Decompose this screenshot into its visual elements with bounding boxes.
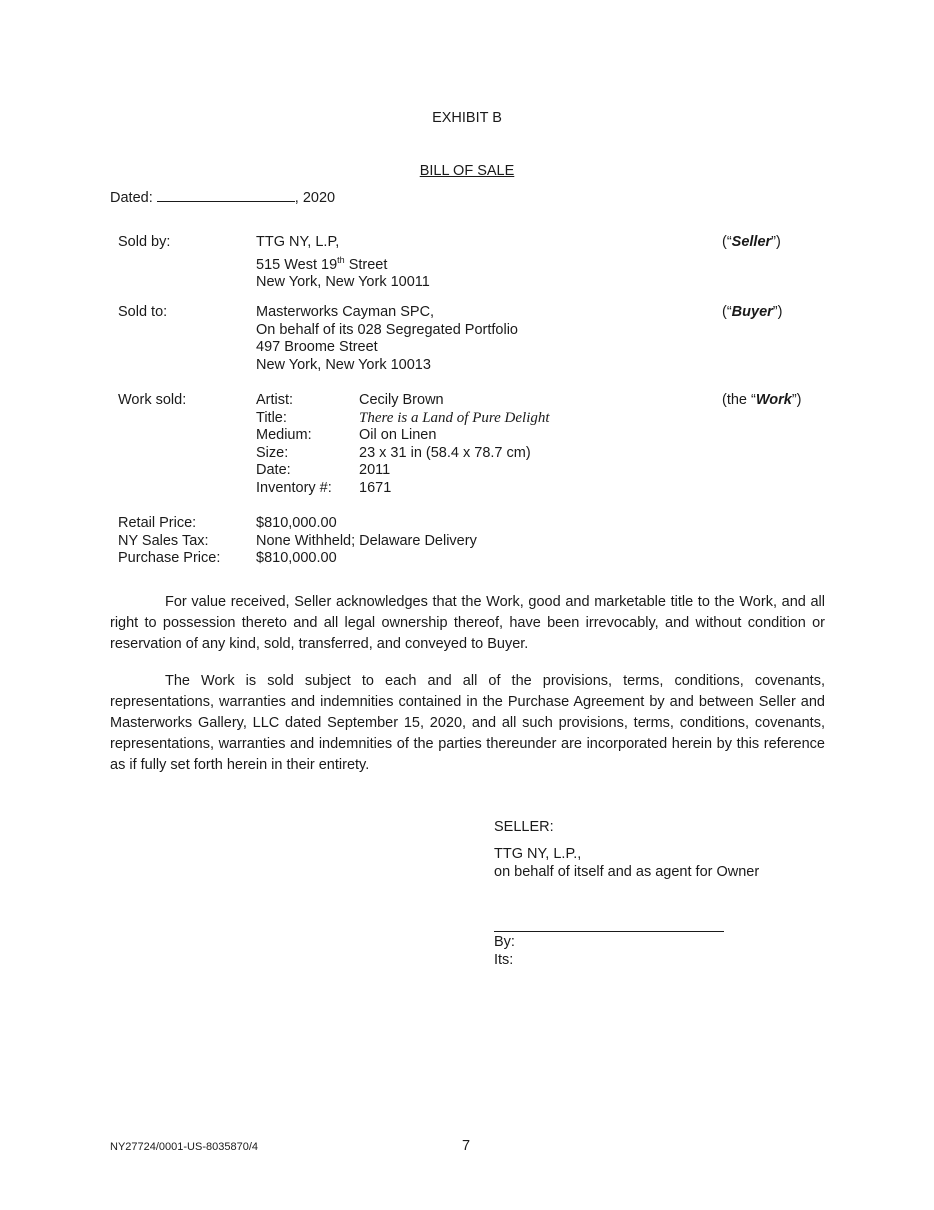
work-detail-row: Date: 2011: [256, 462, 391, 478]
signature-entity: TTG NY, L.P., on behalf of itself and as agent for Owner: [494, 846, 760, 880]
buyer-name: Masterworks Cayman SPC,: [256, 304, 435, 320]
dated-year: , 2020: [294, 190, 336, 206]
work-detail-row: Title: There is a Land of Pure Delight: [256, 409, 550, 426]
buyer-role: (“Buyer”): [722, 304, 783, 320]
work-detail-row: Artist: Cecily Brown: [256, 392, 444, 408]
page-number: 7: [462, 1138, 471, 1154]
sold-by-label: Sold by:: [118, 234, 171, 250]
acknowledgement-paragraph: For value received, Seller acknowledges that the Work, good and marketable title to the Work, and all right to possession thereto and all legal ownership thereof, have been irrevocably, and without condition or reservation of any kind, sold, transferred, and conveyed to Buyer.: [110, 594, 825, 652]
buyer-address: [256, 304, 518, 374]
work-detail-row: Size: 23 x 31 in (58.4 x 78.7 cm): [256, 444, 531, 461]
work-role: (the “Work”): [722, 392, 802, 408]
seller-city: New York, New York 10011: [256, 273, 430, 290]
dated-line: [110, 189, 335, 206]
by-label: By:: [494, 934, 515, 950]
price-table: [118, 515, 477, 568]
its-label: Its:: [494, 951, 514, 968]
dated-label: Dated:: [110, 190, 153, 206]
seller-street: 515 West 19th Street: [256, 254, 388, 273]
price-row: NY Sales Tax: None Withheld; Delaware Delivery: [118, 532, 477, 549]
work-detail-row: Medium: Oil on Linen: [256, 427, 437, 443]
buyer-line4: New York, New York 10013: [256, 356, 431, 373]
page-title: [0, 163, 934, 179]
seller-name: TTG NY, L.P,: [256, 234, 340, 250]
work-detail-row: Inventory #: 1671: [256, 479, 392, 496]
sold-to-label: Sold to:: [118, 304, 168, 320]
buyer-line3: 497 Broome Street: [256, 339, 378, 355]
document-id: NY27724/0001-US-8035870/4: [110, 1141, 259, 1153]
seller-signature-label: SELLER:: [494, 819, 554, 835]
provisions-paragraph: The Work is sold subject to each and all of the provisions, terms, conditions, covenants, representations, warranties and indemnities contained in the Purchase Agreement by and between Seller and Masterworks Gallery, LLC dated September 15, 2020, and all such provisions, terms, conditions, covenants, representations, warranties and indemnities of the parties thereunder are incorporated herein by this reference as if fully set forth herein in their entirety.: [110, 673, 825, 773]
work-details: [256, 392, 550, 497]
date-blank-line: [157, 189, 295, 202]
buyer-line2: On behalf of its 028 Segregated Portfolio: [256, 321, 518, 338]
bill-of-sale-heading: BILL OF SALE: [419, 163, 515, 179]
signature-fields: [494, 934, 515, 969]
exhibit-title: EXHIBIT B: [432, 110, 502, 126]
signature-line: [494, 931, 724, 932]
seller-address: [256, 234, 430, 291]
price-row: Purchase Price: $810,000.00: [118, 550, 337, 566]
price-row: Retail Price: $810,000.00: [118, 515, 337, 531]
work-sold-label: Work sold:: [118, 392, 187, 408]
seller-role: (“Seller”): [722, 234, 781, 250]
